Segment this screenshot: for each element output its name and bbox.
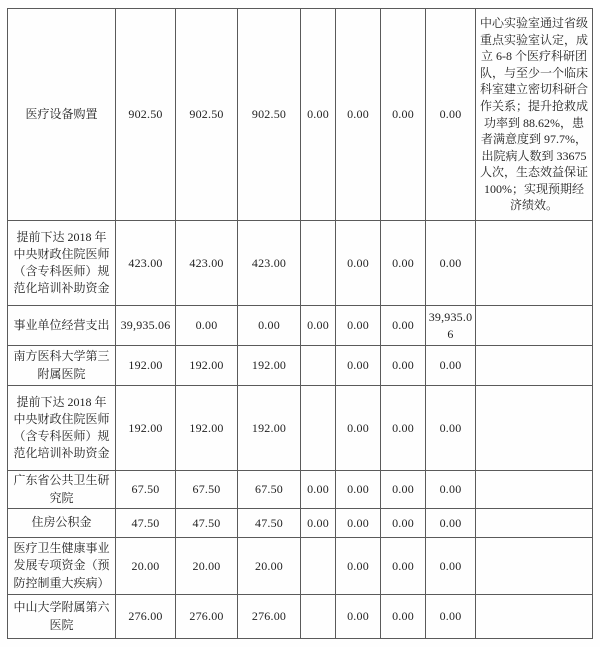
value-cell: 47.50	[116, 509, 176, 538]
table-row	[8, 538, 593, 595]
value-cell	[301, 386, 336, 471]
value-cell: 0.00	[381, 221, 426, 306]
value-cell: 192.00	[238, 386, 301, 471]
value-cell: 902.50	[116, 9, 176, 221]
table-row	[8, 346, 593, 386]
value-cell	[301, 221, 336, 306]
value-cell: 0.00	[426, 221, 476, 306]
value-cell	[301, 346, 336, 386]
value-cell: 67.50	[238, 471, 301, 509]
value-cell: 276.00	[176, 595, 238, 639]
value-cell: 67.50	[176, 471, 238, 509]
row-label: 提前下达 2018 年中央财政住院医师（含专科医师）规范化培训补助资金	[8, 386, 116, 471]
value-cell: 0.00	[426, 386, 476, 471]
row-label: 医疗设备购置	[8, 9, 116, 221]
value-cell: 0.00	[426, 538, 476, 595]
value-cell: 423.00	[176, 221, 238, 306]
note-cell	[476, 595, 593, 639]
row-label: 住房公积金	[8, 509, 116, 538]
table-row	[8, 221, 593, 306]
value-cell: 0.00	[426, 346, 476, 386]
value-cell: 0.00	[381, 509, 426, 538]
value-cell: 0.00	[301, 509, 336, 538]
value-cell: 0.00	[381, 471, 426, 509]
value-cell: 0.00	[381, 306, 426, 346]
value-cell: 0.00	[336, 538, 381, 595]
value-cell: 0.00	[176, 306, 238, 346]
budget-table	[7, 8, 593, 639]
row-label: 中山大学附属第六医院	[8, 595, 116, 639]
value-cell: 0.00	[381, 9, 426, 221]
note-cell	[476, 509, 593, 538]
value-cell: 276.00	[116, 595, 176, 639]
value-cell: 423.00	[116, 221, 176, 306]
value-cell: 47.50	[238, 509, 301, 538]
value-cell: 0.00	[336, 306, 381, 346]
value-cell: 0.00	[381, 595, 426, 639]
note-cell	[476, 538, 593, 595]
value-cell: 192.00	[116, 386, 176, 471]
value-cell: 0.00	[381, 538, 426, 595]
value-cell: 0.00	[301, 306, 336, 346]
note-cell	[476, 221, 593, 306]
value-cell: 0.00	[426, 509, 476, 538]
value-cell: 0.00	[381, 386, 426, 471]
note-cell	[476, 471, 593, 509]
value-cell: 0.00	[336, 509, 381, 538]
row-label: 南方医科大学第三附属医院	[8, 346, 116, 386]
note-cell: 中心实验室通过省级重点实验室认定，成立 6-8 个医疗科研团队，与至少一个临床科室建立密切科研合作关系；提升抢救成功率到 88.62%，患者满意度到 97.7%，出院病人数到 33675 人次，生态效益保证 100%；实现预期经济绩效。	[476, 9, 593, 221]
value-cell: 0.00	[336, 471, 381, 509]
value-cell: 0.00	[336, 386, 381, 471]
value-cell: 192.00	[238, 346, 301, 386]
value-cell: 423.00	[238, 221, 301, 306]
value-cell: 0.00	[426, 9, 476, 221]
value-cell: 0.00	[336, 9, 381, 221]
table-row	[8, 471, 593, 509]
note-cell	[476, 386, 593, 471]
value-cell: 39,935.06	[426, 306, 476, 346]
value-cell: 902.50	[176, 9, 238, 221]
value-cell: 192.00	[176, 386, 238, 471]
value-cell: 0.00	[426, 471, 476, 509]
value-cell: 67.50	[116, 471, 176, 509]
value-cell: 0.00	[336, 595, 381, 639]
table-row	[8, 386, 593, 471]
value-cell: 0.00	[426, 595, 476, 639]
row-label: 广东省公共卫生研究院	[8, 471, 116, 509]
value-cell: 276.00	[238, 595, 301, 639]
value-cell	[301, 538, 336, 595]
value-cell: 20.00	[116, 538, 176, 595]
note-cell	[476, 346, 593, 386]
value-cell: 902.50	[238, 9, 301, 221]
table-row	[8, 306, 593, 346]
value-cell: 47.50	[176, 509, 238, 538]
value-cell: 0.00	[336, 221, 381, 306]
value-cell: 20.00	[176, 538, 238, 595]
value-cell: 0.00	[381, 346, 426, 386]
table-row	[8, 9, 593, 221]
value-cell: 0.00	[238, 306, 301, 346]
row-label: 事业单位经营支出	[8, 306, 116, 346]
table-row	[8, 509, 593, 538]
value-cell: 20.00	[238, 538, 301, 595]
value-cell: 192.00	[176, 346, 238, 386]
value-cell: 0.00	[301, 9, 336, 221]
table-row	[8, 595, 593, 639]
value-cell: 39,935.06	[116, 306, 176, 346]
row-label: 医疗卫生健康事业发展专项资金（预防控制重大疾病）	[8, 538, 116, 595]
row-label: 提前下达 2018 年中央财政住院医师（含专科医师）规范化培训补助资金	[8, 221, 116, 306]
value-cell	[301, 595, 336, 639]
value-cell: 0.00	[301, 471, 336, 509]
note-cell	[476, 306, 593, 346]
value-cell: 0.00	[336, 346, 381, 386]
value-cell: 192.00	[116, 346, 176, 386]
